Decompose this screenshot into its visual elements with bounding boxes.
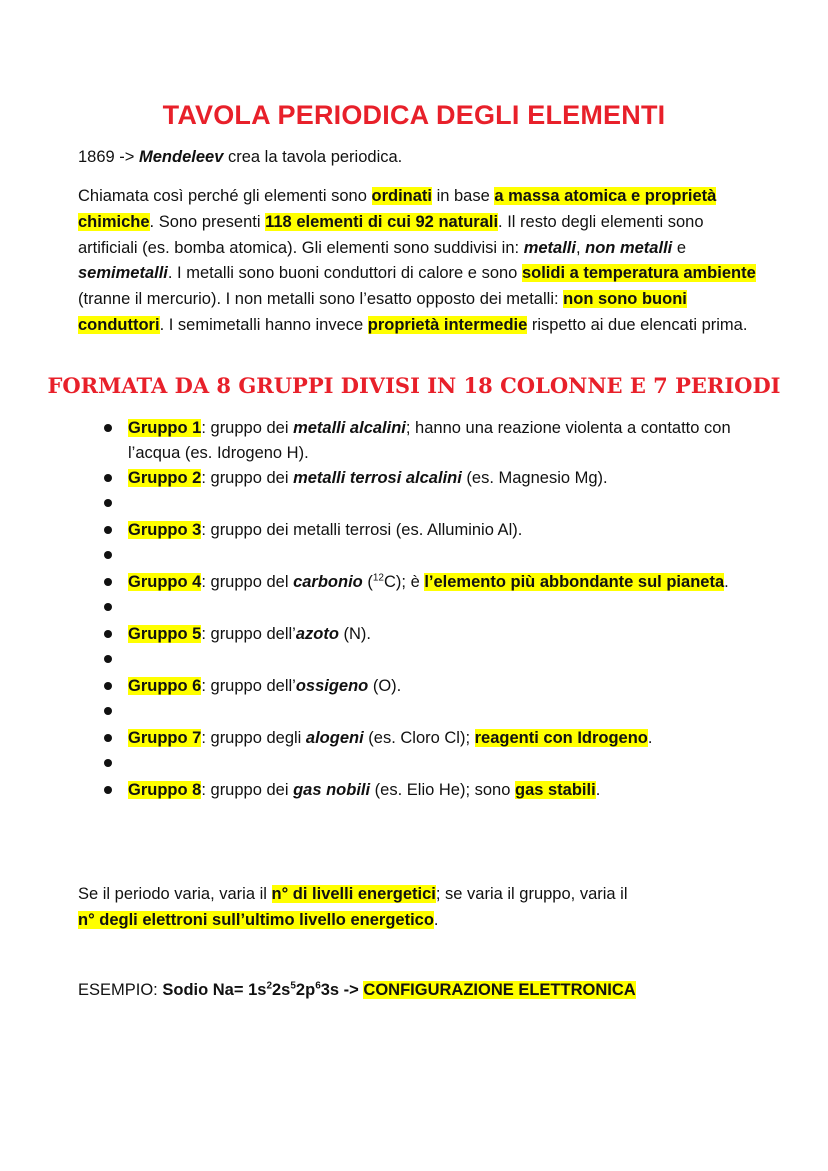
highlight-massa-atomica: a massa atomica e proprietà chimiche <box>78 187 717 231</box>
group-label: Gruppo 1 <box>128 419 202 437</box>
spacer <box>100 491 760 518</box>
formula-part: 2p <box>295 981 316 999</box>
text: . I semimetalli hanno invece <box>159 315 368 334</box>
text: ; se varia il gruppo, varia il <box>435 885 628 903</box>
text: rispetto ai due elencati prima. <box>527 315 748 334</box>
term-semimetalli: semimetalli <box>78 264 168 283</box>
term: alogeni <box>305 729 364 747</box>
text: (es. Cloro Cl); <box>363 729 475 747</box>
example-line <box>78 981 636 1000</box>
text: in base <box>432 187 495 205</box>
group-label: Gruppo 8 <box>128 781 202 799</box>
text: (es. Magnesio Mg). <box>461 469 608 487</box>
highlight-elettroni: n° degli elettroni sull’ultimo livello energetico <box>78 911 434 929</box>
group-label: Gruppo 2 <box>128 469 202 487</box>
term: azoto <box>295 625 339 643</box>
text: ( <box>362 573 373 591</box>
superscript: 6 <box>315 980 321 992</box>
list-item-gruppo-5 <box>100 622 760 647</box>
highlight-118-elementi: 118 elementi di cui 92 naturali <box>265 212 499 231</box>
highlight-solidi: solidi a temperatura ambiente <box>521 264 756 283</box>
superscript: 12 <box>372 572 384 584</box>
group-label: Gruppo 6 <box>128 677 202 695</box>
text: : gruppo dell’ <box>201 677 296 695</box>
formula-part: 3s -> <box>320 981 359 999</box>
list-item-gruppo-1 <box>100 416 760 466</box>
text: . Il resto degli elementi sono artificiali (es. bomba atomica). Gli elementi sono suddivisi in: <box>78 212 704 257</box>
text: . Sono presenti <box>149 212 266 231</box>
page-title: TAVOLA PERIODICA DEGLI ELEMENTI <box>162 100 666 130</box>
text: : gruppo degli <box>201 729 306 747</box>
text: Chiamata così perché gli elementi sono <box>78 187 372 205</box>
formula-part: 2s <box>272 981 291 999</box>
superscript: 5 <box>290 980 296 992</box>
text: . <box>647 729 653 747</box>
highlight-proprieta-intermedie: proprietà intermedie <box>367 315 528 334</box>
text: . <box>724 573 729 591</box>
highlight: l’elemento più abbondante sul pianeta <box>424 573 725 591</box>
spacer <box>100 595 760 622</box>
formula-part: Sodio Na= 1s <box>162 981 267 999</box>
spacer <box>100 647 760 674</box>
term: gas nobili <box>293 781 371 799</box>
text: (tranne il mercurio). I non metalli sono l’esatto opposto dei metalli: <box>78 290 564 309</box>
mendeleev-name: Mendeleev <box>139 148 224 166</box>
text: (N). <box>338 625 371 643</box>
intro-line <box>78 148 402 167</box>
highlight-livelli: n° di livelli energetici <box>271 885 436 903</box>
text: Se il periodo varia, varia il <box>78 885 272 903</box>
list-item-gruppo-7 <box>100 726 760 751</box>
highlight: gas stabili <box>514 781 596 799</box>
highlight-ordinati: ordinati <box>371 187 432 205</box>
term: carbonio <box>293 573 363 591</box>
list-item-gruppo-2 <box>100 466 760 491</box>
text: : gruppo del <box>201 573 294 591</box>
groups-list <box>100 416 760 803</box>
example-formula <box>162 981 358 999</box>
section-subtitle: FORMATA DA 8 GRUPPI DIVISI IN 18 COLONNE E 7 PERIODI <box>47 373 781 398</box>
highlight: reagenti con Idrogeno <box>474 729 648 747</box>
group-label: Gruppo 5 <box>128 625 202 643</box>
text: . <box>433 911 439 929</box>
term: ossigeno <box>295 677 369 695</box>
group-label: Gruppo 4 <box>128 573 202 591</box>
list-item-gruppo-8 <box>100 778 760 803</box>
text: : gruppo dei <box>201 469 294 487</box>
text: : gruppo dei <box>201 419 294 437</box>
list-item-gruppo-4 <box>100 570 760 595</box>
highlight-configurazione: CONFIGURAZIONE ELETTRONICA <box>363 981 636 999</box>
superscript: 2 <box>266 980 272 992</box>
text: : gruppo dei metalli terrosi (es. Alluminio Al). <box>201 521 523 539</box>
list-item-gruppo-6 <box>100 674 760 699</box>
text: . I metalli sono buoni conduttori di calore e sono <box>167 264 522 283</box>
text: e <box>672 238 686 257</box>
text: ; hanno una reazione violenta a contatto con l’acqua (es. Idrogeno H). <box>128 419 731 462</box>
term-metalli: metalli <box>523 238 576 257</box>
intro-line-rest: crea la tavola periodica. <box>223 148 403 166</box>
period-paragraph <box>78 881 758 933</box>
group-label: Gruppo 3 <box>128 521 202 539</box>
text: : gruppo dell’ <box>201 625 296 643</box>
text: (O). <box>368 677 402 695</box>
text: (es. Elio He); sono <box>370 781 515 799</box>
text: . <box>595 781 601 799</box>
example-label: ESEMPIO: <box>78 981 163 999</box>
text: C); è <box>383 573 425 591</box>
term: metalli alcalini <box>293 419 406 437</box>
text: , <box>575 238 586 257</box>
highlight-non-conduttori: non sono buoni conduttori <box>78 290 687 334</box>
year-text: 1869 -> <box>78 148 140 166</box>
text: : gruppo dei <box>201 781 294 799</box>
list-item-gruppo-3 <box>100 518 760 543</box>
spacer <box>100 699 760 726</box>
intro-paragraph <box>78 184 758 339</box>
term-non-metalli: non metalli <box>585 238 673 257</box>
spacer <box>100 543 760 570</box>
group-label: Gruppo 7 <box>128 729 202 747</box>
spacer <box>100 751 760 778</box>
term: metalli terrosi alcalini <box>293 469 462 487</box>
